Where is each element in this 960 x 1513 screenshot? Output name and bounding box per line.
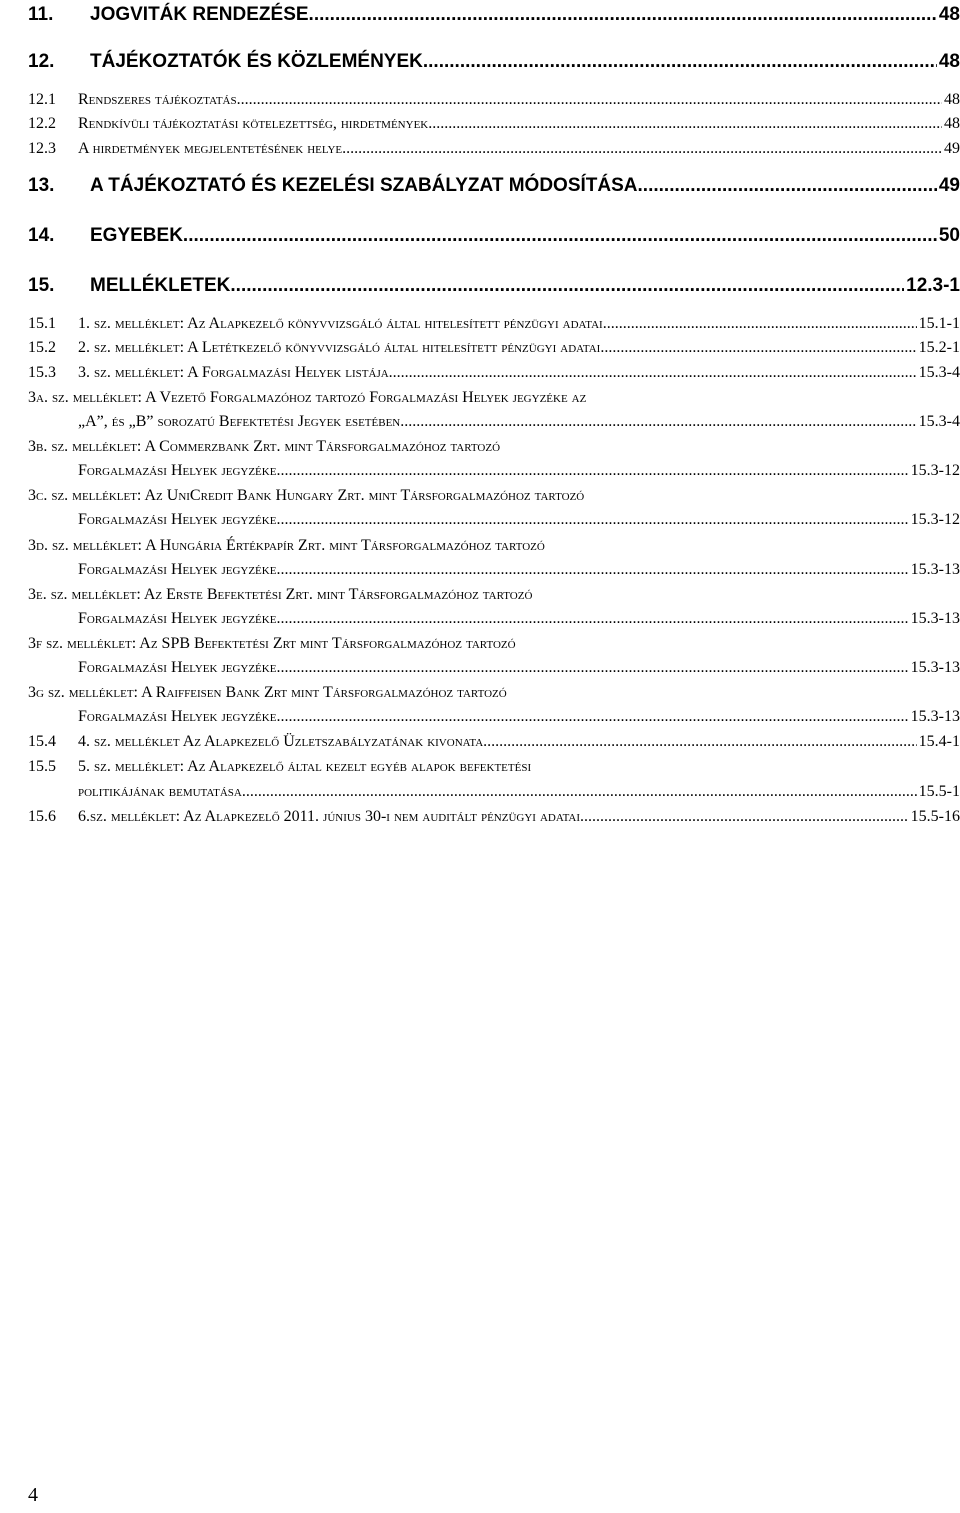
toc-entry[interactable]: [78, 561, 960, 579]
toc-entry[interactable]: [28, 91, 960, 109]
toc-title: A TÁJÉKOZTATÓ ÉS KEZELÉSI SZABÁLYZAT MÓDOSÍTÁSA: [90, 175, 638, 196]
toc-title: A hirdetmények megjelentetésének helye: [78, 140, 343, 157]
toc-entry[interactable]: [28, 115, 960, 133]
toc-title: 5. sz. melléklet: Az Alapkezelő által kezelt egyéb alapok befektetési: [78, 758, 532, 775]
toc-entry[interactable]: [28, 315, 960, 333]
toc-page: 15.2-1: [918, 339, 960, 356]
toc-page: 15.3-4: [918, 413, 960, 430]
toc-title: Rendszeres tájékoztatás: [78, 91, 237, 108]
toc-page: 48: [944, 91, 960, 108]
dot-leader: [237, 91, 942, 109]
dot-leader: [309, 4, 937, 26]
dot-leader: [230, 275, 904, 297]
toc-page: 15.3-13: [910, 610, 960, 627]
toc-page: 15.5-1: [918, 783, 960, 800]
dot-leader: [276, 610, 908, 628]
toc-title: JOGVITÁK RENDEZÉSE: [90, 4, 309, 25]
toc-entry[interactable]: [28, 175, 960, 197]
toc-entry[interactable]: [78, 511, 960, 529]
toc-page: 15.3-13: [910, 561, 960, 578]
toc-title: „A”, és „B” sorozatú Befektetési Jegyek esetében: [78, 413, 401, 430]
toc-title: MELLÉKLETEK: [90, 275, 231, 296]
toc-number: 12.1: [28, 91, 56, 108]
toc-entry[interactable]: [78, 413, 960, 431]
toc-entry[interactable]: [28, 140, 960, 158]
toc-number: 15.3: [28, 364, 56, 381]
toc-number: 15.2: [28, 339, 56, 356]
toc-entry[interactable]: [78, 783, 960, 801]
dot-leader: [183, 225, 937, 247]
toc-title: Forgalmazási Helyek jegyzéke: [78, 561, 277, 578]
dot-leader: [280, 511, 908, 529]
annex-3b-line1: 3b. sz. melléklet: A Commerzbank Zrt. mint Társforgalmazóhoz tartozó: [28, 438, 501, 455]
toc-title: Rendkívüli tájékoztatási kötelezettség, hirdetmények: [78, 115, 429, 132]
toc-number: 15.1: [28, 315, 56, 332]
toc-entry[interactable]: [28, 808, 960, 826]
toc-number: 15.4: [28, 733, 56, 750]
dot-leader: [276, 561, 908, 579]
toc-page: 48: [938, 51, 960, 72]
toc-page: 15.3-12: [910, 511, 960, 528]
annex-3g-line1: 3g sz. melléklet: A Raiffeisen Bank Zrt mint Társforgalmazóhoz tartozó: [28, 684, 507, 701]
toc-title: Forgalmazási Helyek jegyzéke.: [78, 511, 281, 528]
dot-leader: [483, 733, 917, 751]
toc-page: 15.4-1: [918, 733, 960, 750]
dot-leader: [580, 808, 909, 826]
annex-3c-line1: 3c. sz. melléklet: Az UniCredit Bank Hungary Zrt. mint Társforgalmazóhoz tartozó: [28, 487, 585, 504]
toc-title-continued: politikájának bemutatása: [78, 783, 242, 800]
toc-page: 12.3-1: [906, 275, 960, 296]
toc-entry[interactable]: [78, 462, 960, 480]
toc-entry[interactable]: [28, 733, 960, 751]
page-number: 4: [28, 1484, 38, 1506]
toc-title: Forgalmazási Helyek jegyzéke: [78, 610, 277, 627]
toc-page: 15.3-13: [910, 708, 960, 725]
toc-number: 15.5: [28, 758, 56, 775]
toc-number: 15.6: [28, 808, 56, 825]
toc-number: 12.3: [28, 140, 56, 157]
toc-page: 48: [944, 115, 960, 132]
toc-page: 15.3-12: [910, 462, 960, 479]
dot-leader: [276, 708, 908, 726]
toc-page: 50: [938, 225, 960, 246]
dot-leader: [276, 462, 908, 480]
toc-entry-line1: [28, 758, 960, 776]
toc-entry[interactable]: [28, 275, 960, 297]
dot-leader: [600, 339, 916, 357]
toc-number: 13.: [28, 175, 55, 196]
toc-page: 15.5-16: [910, 808, 960, 825]
toc-title: Forgalmazási Helyek jegyzéke: [78, 708, 277, 725]
dot-leader: [242, 783, 917, 801]
toc-title: Forgalmazási Helyek jegyzéke: [78, 659, 277, 676]
toc-page: 15.1-1: [918, 315, 960, 332]
toc-title: 4. sz. melléklet Az Alapkezelő Üzletszabályzatának kivonata: [78, 733, 484, 750]
toc-entry[interactable]: [28, 225, 960, 247]
toc-entry[interactable]: [28, 4, 960, 26]
toc-entry[interactable]: [28, 51, 960, 73]
toc-title: Forgalmazási Helyek jegyzéke: [78, 462, 277, 479]
toc-entry[interactable]: [28, 339, 960, 357]
toc-title: 2. sz. melléklet: A Letétkezelő könyvvizsgáló által hitelesített pénzügyi adatai: [78, 339, 601, 356]
toc-number: 12.2: [28, 115, 56, 132]
toc-number: 11.: [28, 4, 54, 25]
annex-3a-line1: 3a. sz. melléklet: A Vezető Forgalmazóhoz tartozó Forgalmazási Helyek jegyzéke az: [28, 389, 587, 406]
dot-leader: [342, 140, 942, 158]
toc-entry[interactable]: [78, 659, 960, 677]
toc-page: 49: [944, 140, 960, 157]
toc-entry[interactable]: [28, 364, 960, 382]
toc-page: 15.3-4: [918, 364, 960, 381]
toc-title: 1. sz. melléklet: Az Alapkezelő könyvvizsgáló által hitelesített pénzügyi adatai: [78, 315, 603, 332]
toc-title: 3. sz. melléklet: A Forgalmazási Helyek listája: [78, 364, 389, 381]
annex-3e-line1: 3e. sz. melléklet: Az Erste Befektetési Zrt. mint Társforgalmazóhoz tartozó: [28, 586, 533, 603]
toc-page: 49: [938, 175, 960, 196]
toc-title: TÁJÉKOZTATÓK ÉS KÖZLEMÉNYEK: [90, 51, 423, 72]
toc-number: 12.: [28, 51, 55, 72]
toc-number: 14.: [28, 225, 55, 246]
toc-page: 15.3-13: [910, 659, 960, 676]
toc-title: 6.sz. melléklet: Az Alapkezelő 2011. június 30-i nem auditált pénzügyi adatai: [78, 808, 581, 825]
toc-title: EGYEBEK: [90, 225, 183, 246]
dot-leader: [389, 364, 917, 382]
dot-leader: [400, 413, 916, 431]
toc-entry[interactable]: [78, 708, 960, 726]
annex-3f-line1: 3f sz. melléklet: Az SPB Befektetési Zrt mint Társforgalmazóhoz tartozó: [28, 635, 516, 652]
annex-3d-line1: 3d. sz. melléklet: A Hungária Értékpapír Zrt. mint Társforgalmazóhoz tartozó: [28, 537, 545, 554]
toc-entry[interactable]: [78, 610, 960, 628]
toc-number: 15.: [28, 275, 55, 296]
dot-leader: [276, 659, 908, 677]
dot-leader: [428, 115, 942, 133]
dot-leader: [423, 51, 937, 73]
dot-leader: [638, 175, 937, 197]
dot-leader: [603, 315, 917, 333]
toc-page: 48: [938, 4, 960, 25]
